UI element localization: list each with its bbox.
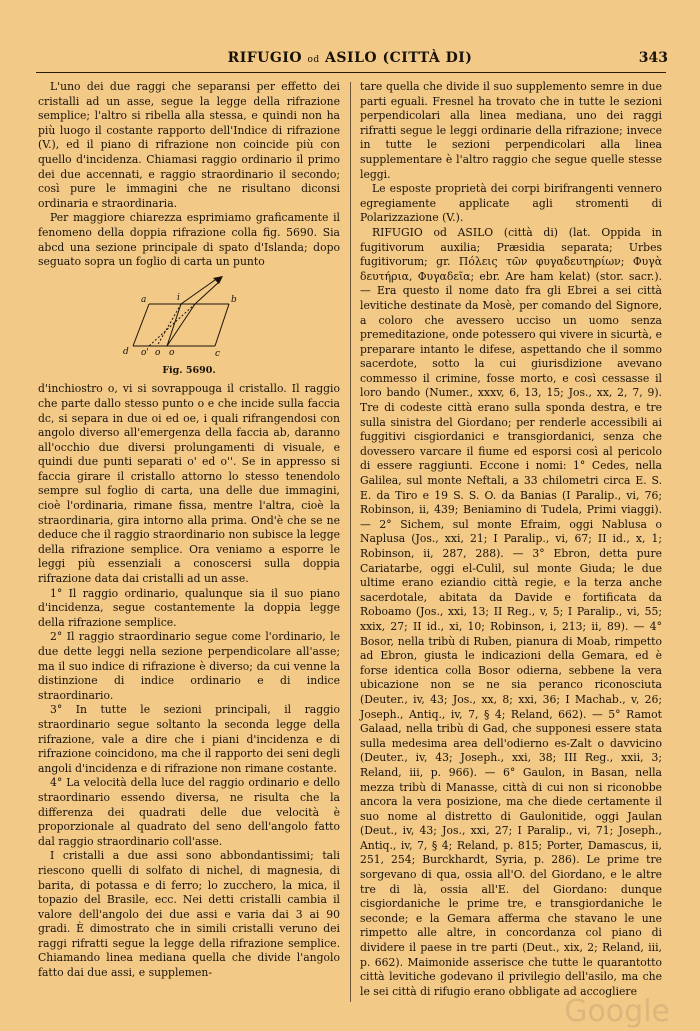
paragraph: Per maggiore chiarezza esprimiamo graficamente il fenomeno della doppia rifrazione colla fig. 5690. Sia abcd una sezione principale di spato d'Islanda; dopo seguato sopra un foglio di carta un punto [38, 211, 340, 269]
right-column [360, 80, 662, 999]
paragraph: 3° In tutte le sezioni principali, il raggio straordinario segue soltanto la seconda legge della rifrazione, vale a dire che i piani d'incidenza e di rifrazione coincidono, ma che il rapporto dei seni degli angoli d'incidenza e di rifrazione non rimane costante. [38, 703, 340, 775]
page-number: 343 [638, 50, 668, 66]
emergent-ray-1 [181, 280, 215, 304]
paragraph: L'uno dei due raggi che separansi per effetto dei cristalli ad un asse, segue la legge della rifrazione semplice; l'altro si ribella alla stessa, e quindi non ha più luogo il costante rapporto dell'Indice di rifrazione (V.), ed il piano di rifrazione non coincide più con quello d'incidenza. Chiamasi raggio ordinario il primo dei due accennati, e raggio straordinario il secondo; così pure le immagini che ne risultano diconsi ordinaria e straordinaria. [38, 80, 340, 210]
running-head [0, 50, 700, 70]
paragraph: tare quella che divide il suo supplemento semre in due parti eguali. Fresnel ha trovato che in tutte le sezioni perpendicolari alla linea mediana, uno dei raggi rifratti segue le leggi ordinarie della rifrazione; invece in tutte le sezioni perpendicolari alla linea supplementare è l'altro raggio che segue quelle stesse leggi. [360, 80, 662, 181]
ray-oe [167, 304, 195, 346]
paragraph: 1° Il raggio ordinario, qualunque sia il suo piano d'incidenza, segue costantemente la doppia legge della rifrazione semplice. [38, 586, 340, 629]
figure-label: o [155, 347, 161, 358]
figure-label: c [215, 348, 221, 359]
paragraph: 4° La velocità della luce del raggio ordinario e dello straordinario essendo diversa, ne risulta che la differenza dei quadrati delle due velocità è proporzionale al quadrato del seno dell'angolo fatto dal raggio straordinario coll'asse. [38, 776, 340, 848]
figure-label: d [123, 346, 129, 357]
figure-label: i [177, 292, 180, 303]
crystal-diagram [119, 274, 259, 362]
entry-rifugio: RIFUGIO od ASILO (città di) (lat. Oppida in fugitivorum auxilia; Præsidia separata; Urbes fugitivorum; gr. Πόλεις τῶν φυγαδευτηρίων; Φυγὰ δευτήρια, Φυγαδεῖα; ebr. Are ham kelat) (stor. sacr.). — Era questo il nome dato fra gli Ebrei a sei città levitiche destinate da Mosè, per comando del Signore, a coloro che avessero ucciso un uomo senza premeditazione, onde potessero qui vivere in sicurtà, e preparare intanto le difese, aspettando che il sommo sacerdote, sotto la cui giurisdizione avevano commesso il crimine, fosse morto, e così cessasse il loro bando (Numer., xxxv, 6, 13, 15; Jos., xx, 2, 7, 9). Tre di codeste città erano sulla sponda destra, e tre sulla sinistra del Giordano; per renderle accessibili ai fuggitivi cisgiordanici e transgiordanici, senza che dovessero varcare il fiume ed esporsi così al pericolo di essere raggiunti. Eccone i nomi: 1° Cedes, nella Galilea, sul monte Neftali, a 33 chilometri circa E. S. E. da Tiro e 19 S. S. O. da Banias (I Paralip., vi, 76; Robinson, ii, 439; Beniamino di Tudela, Primi viaggi). — 2° Sichem, sul monte Efraim, oggi Nablusa o Naplusa (Jos., xxi, 21; I Paralip., vi, 67; II id., x, 1; Robinson, ii, 287, 288). — 3° Ebron, detta pure Cariatarbe, oggi el-Culil, sul monte Giuda; le due ultime erano eziandio città regie, e la terza anche sacerdotale, abitata da Davide e fortificata da Roboamo (Jos., xxi, 13; II Reg., v, 5; I Paralip., vi, 55; xxix, 27; II id., xi, 10; Robinson, i, 213; ii, 89). — 4° Bosor, nella tribù di Ruben, pianura di Moab, rimpetto ad Ebron, giusta le indicazioni della Gemara, ed è forse identica colla Bosor odierna, sebbene la vera ubicazione non se ne sia peranco riconosciuta (Deuter., iv, 43; Jos., xx, 8; xxi, 36; I Machab., v, 26; Joseph., Antiq., iv, 7, § 4; Reland, 662). — 5° Ramot Galaad, nella tribù di Gad, che supponesi essere stata sulla medesima area dell'odierno es-Zalt o davvicino (Deuter., iv, 43; Joseph., xxi, 38; III Reg., xxii, 3; Reland, iii, p. 966). — 6° Gaulon, in Basan, nella mezza tribù di Manasse, città di cui non si riconobbe ancora la vera posizione, ma che diede certamente il suo nome al distretto di Gaulonitide, oggi Jaulan (Deut., iv, 43; Jos., xxi, 27; I Paralip., vi, 71; Joseph., Antiq., iv, 7, § 4; Reland, p. 815; Porter, Damascus, ii, 251, 254; Burckhardt, Syria, p. 286). Le prime tre sorgevano di qua, ossia all'O. del Giordano, e le altre tre di là, ossia all'E. del Giordano: dunque cisgiordaniche le prime tre, e transgiordaniche le seconde; e la Gemara afferma che stavano le une rimpetto alle altre, in concordanza col piano di dividere il paese in tre parti (Deut., xix, 2; Reland, iii, p. 662). Maimonide asserisce che tutte le quarantotto città levitiche godevano il privilegio dell'asilo, ma che le sei città di rifugio erano obbligate ad accogliere [360, 225, 662, 998]
edge-ad [133, 304, 149, 346]
paragraph: 2° Il raggio straordinario segue come l'ordinario, le due dette leggi nella sezione perpendicolare all'asse; ma il suo indice di rifrazione è diverso; da cui venne la distinzione di indice ordinario e di indice straordinario. [38, 630, 340, 702]
figure-label: a [141, 294, 147, 305]
column-separator [350, 82, 351, 1002]
figure-5690 [38, 274, 340, 364]
watermark: Google [564, 994, 670, 1029]
running-title-od: od [307, 55, 320, 65]
figure-label: b [231, 294, 237, 305]
running-title-right: ASILO (CITTÀ DI) [325, 50, 473, 66]
figure-caption: Fig. 5690. [162, 364, 216, 376]
running-title-left: RIFUGIO [227, 50, 303, 66]
prolongation-2 [149, 304, 195, 346]
paragraph: I cristalli a due assi sono abbondantissimi; tali riescono quelli di solfato di nichel, di magnesia, di barita, di potassa e di ferro; lo zucchero, la mica, il topazio del Brasile, ecc. Nei detti cristalli cambia il valore dell'angolo dei due assi e varia dai 3 ai 90 gradi. È dimostrato che in simili cristalli veruno dei raggi rifratti segue la legge della rifrazione semplice. Chiamando linea mediana quella che divide l'angolo fatto dai due assi, e supplemen- [38, 849, 340, 980]
edge-bc [215, 304, 229, 346]
figure-label: o' [141, 347, 149, 358]
header-rule [36, 72, 666, 73]
paragraph: Le esposte proprietà dei corpi birifrangenti vennero egregiamente applicate agli stromenti di Polarizzazione (V.). [360, 182, 662, 225]
figure-label: o [169, 347, 175, 358]
running-title [0, 50, 700, 66]
left-column [38, 80, 340, 981]
paragraph: d'inchiostro o, vi si sovrappouga il cristallo. Il raggio che parte dallo stesso punto o e che incide sulla faccia dc, si separa in due oi ed oe, i quali rifrangendosi con angolo diverso all'emergenza della faccia ab, daranno all'occhio due diversi prolungamenti di visuale, e quindi due punti separati o' ed o''. Se in appresso si faccia girare il cristallo attorno lo stesso tenendolo sempre sul foglio di carta, una delle due immagini, cioè l'ordinaria, rimane fissa, mentre l'altra, cioè la straordinaria, gira intorno alla prima. Ond'è che se ne deduce che il raggio straordinario non subisce la legge della rifrazione semplice. Ora veniamo a esporre le leggi più essenziali a conoscersi sulla doppia rifrazione data dai cristalli ad un asse. [38, 382, 340, 586]
